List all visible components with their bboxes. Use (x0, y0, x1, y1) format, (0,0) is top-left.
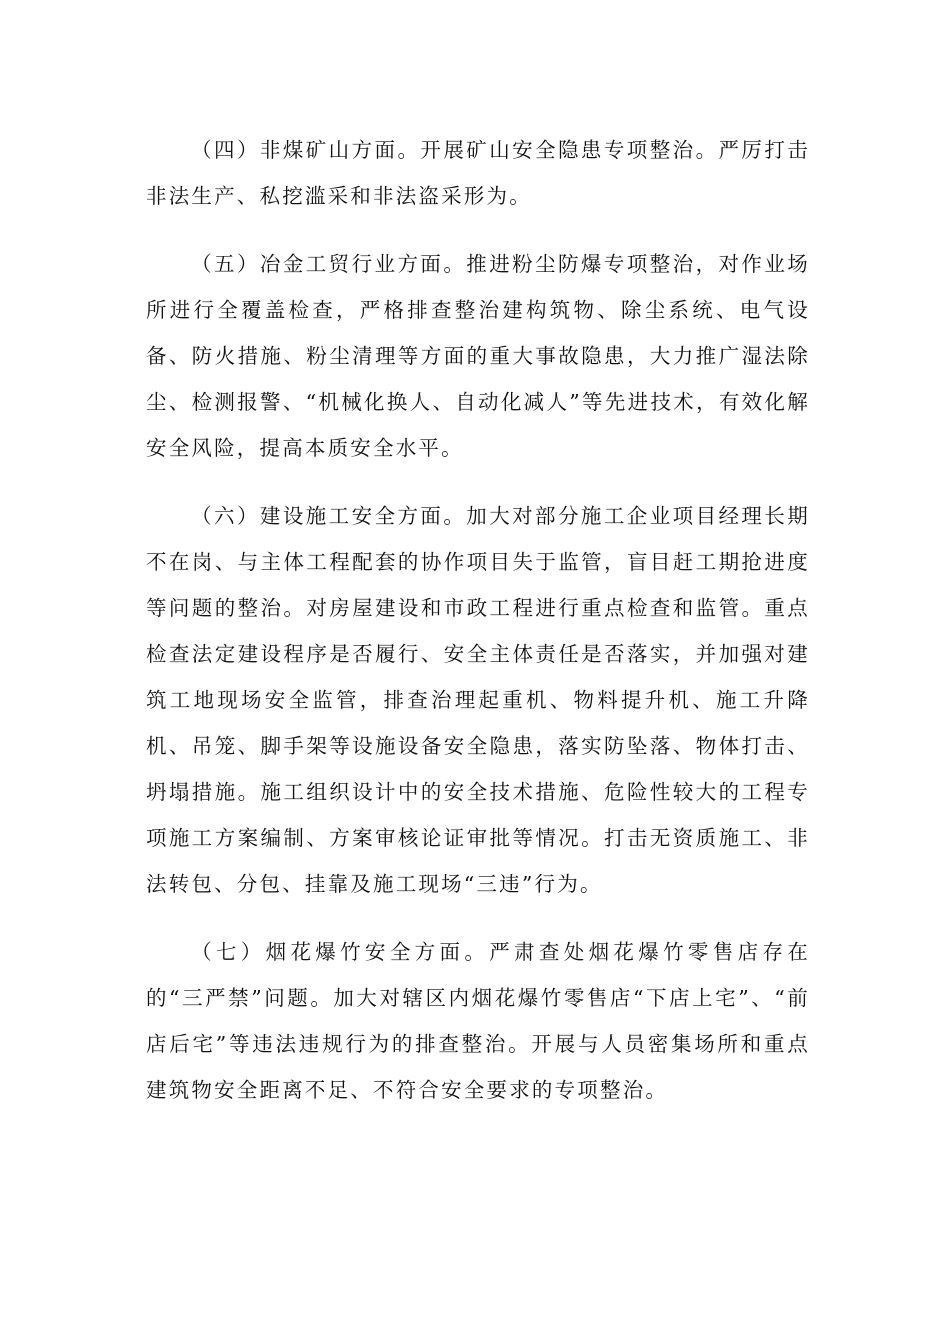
paragraph-fireworks-safety: （七）烟花爆竹安全方面。严肃查处烟花爆竹零售店存在的“三严禁”问题。加大对辖区内烟花爆竹零售店“下店上宅”、“前店后宅”等违法违规行为的排查整治。开展与人员密集场所和重点建筑物安全距离不足、不符合安全要求的专项整治。 (146, 940, 810, 1102)
paragraph-construction-safety: （六）建设施工安全方面。加大对部分施工企业项目经理长期不在岗、与主体工程配套的协作项目失于监管，盲目赶工期抢进度等问题的整治。对房屋建设和市政工程进行重点检查和监管。重点检查法定建设程序是否履行、安全主体责任是否落实，并加强对建筑工地现场安全监管，排查治理起重机、物料提升机、施工升降机、吊笼、脚手架等设施设备安全隐患，落实防坠落、物体打击、坍塌措施。施工组织设计中的安全技术措施、危险性较大的工程专项施工方案编制、方案审核论证审批等情况。打击无资质施工、非法转包、分包、挂靠及施工现场“三违”行为。 (146, 504, 810, 896)
document-body (146, 127, 810, 1135)
paragraph-non-coal-mines: （四）非煤矿山方面。开展矿山安全隐患专项整治。严厉打击非法生产、私挖滥采和非法盗采形为。 (146, 138, 810, 208)
paragraph-metallurgy-industry: （五）冶金工贸行业方面。推进粉尘防爆专项整治，对作业场所进行全覆盖检查，严格排查整治建构筑物、除尘系统、电气设备、防火措施、粉尘清理等方面的重大事故隐患，大力推广湿法除尘、检测报警、“机械化换人、自动化减人”等先进技术，有效化解安全风险，提高本质安全水平。 (146, 252, 810, 460)
